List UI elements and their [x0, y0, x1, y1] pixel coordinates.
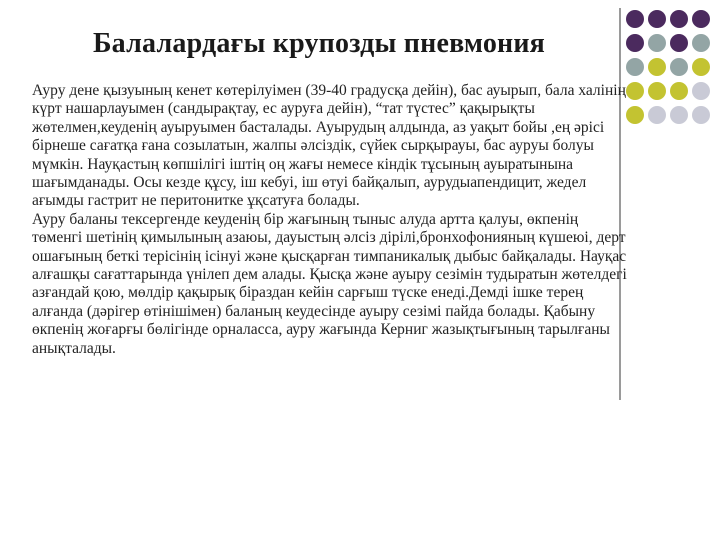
decorative-dot [692, 58, 710, 76]
paragraph-2: Ауру баланы тексергенде кеуденің бір жағының тыныс алуда артта қалуы, өкпенің төменгі шетінің қимылының азаюы, дауыстың әлсіз дірілі,бронхофонияның күшеюі, дерт ошағының беткі терісінің ісінуі және қысқарған тимпаникалық дыбыс байқалады. Науқас алғашқы сағаттарында үнілеп дем алады. Қысқа және ауыру сезімін тудыратын жөтелдегі азғандай қою, мөлдір қақырық біраздан кейін сарғыш түске енеді.Демді ішке терең алғанда (дәрігер өтінішімен) баланың кеудесінде ауыру сезімі пайда болады. Қабыну өкпенің жоғарғы бөлігінде орналасса, ауру жағында Керниг жазықтығының тарылғаны анықталады. [32, 210, 627, 357]
decorative-dot [692, 106, 710, 124]
decorative-dot [648, 82, 666, 100]
decorative-dot [670, 10, 688, 28]
decorative-dot [692, 82, 710, 100]
decorative-dot-grid [626, 10, 710, 124]
slide-title: Балалардағы крупозды пневмония [92, 28, 546, 59]
decorative-dot [670, 58, 688, 76]
decorative-dot [692, 34, 710, 52]
decorative-dot [648, 106, 666, 124]
decorative-dot [626, 58, 644, 76]
decorative-dot [626, 34, 644, 52]
decorative-dot [626, 10, 644, 28]
paragraph-1: Ауру дене қызуының кенет көтерілуімен (39-40 градусқа дейін), бас ауырып, бала халінің күрт нашарлауымен (сандырақтау, ес ауруға дейін), “тат түстес” қақырықты жөтелмен,кеуденің ауыруымен басталады. Ауырудың алдында, аз уақыт бойы ,ең әрісі бірнеше сағатқа ғана созылатын, жалпы әлсіздік, сүйек сырқырауы, бас ауруы болуы мүмкін. Науқастың көпшілігі іштің оң жағы немесе кіндік тұсының ауыратынына шағымданады. Осы кезде құсу, іш кебуі, іш өтуі байқалып, аурудыапендицит, жедел ағымды гастрит не перитонитке ұқсатуға болады. [32, 82, 626, 210]
decorative-dot [648, 34, 666, 52]
slide-body [32, 82, 632, 358]
decorative-dot [648, 58, 666, 76]
decorative-dot [670, 82, 688, 100]
decorative-dot [670, 34, 688, 52]
decorative-dot [648, 10, 666, 28]
decorative-dot [670, 106, 688, 124]
decorative-dot [692, 10, 710, 28]
